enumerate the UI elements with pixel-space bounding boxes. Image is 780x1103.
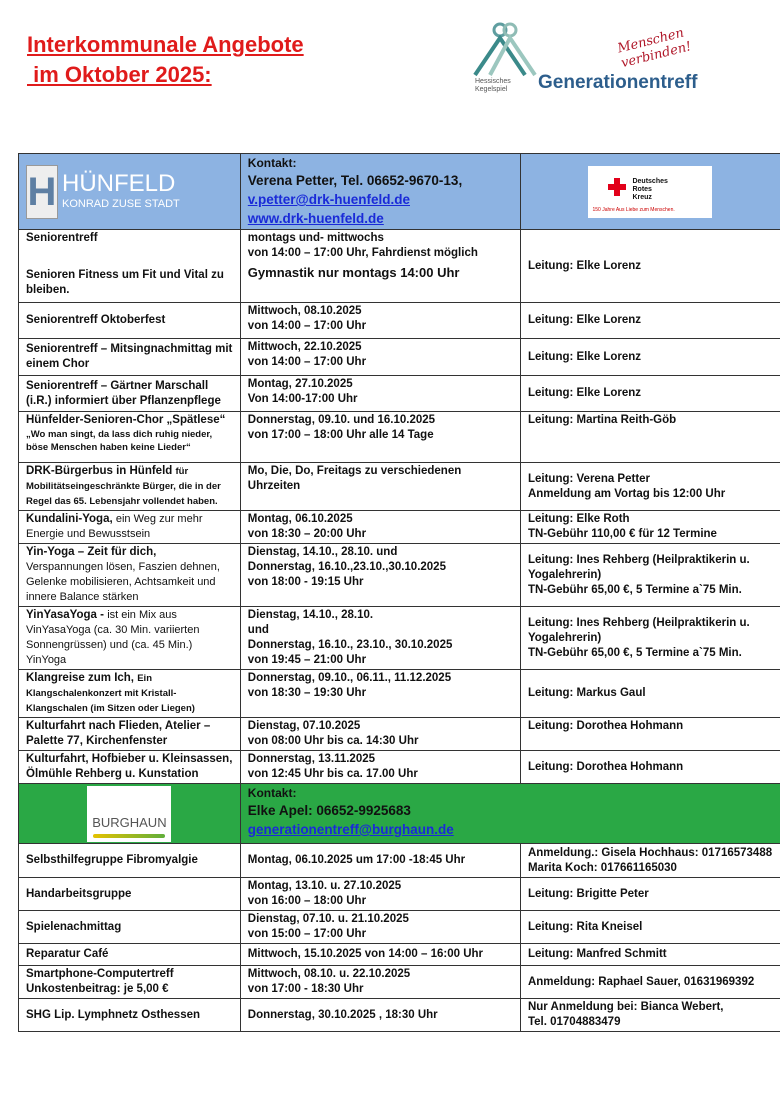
offer-leader: Leitung: Dorothea Hohmann [527,760,684,773]
offer-time-cell [240,844,520,878]
offer-time-cell [240,944,520,966]
offer-title: SHG Lip. Lymphnetz Osthessen [26,1008,201,1021]
offer-title-cell [19,999,241,1032]
offer-leader: TN-Gebühr 110,00 € für 12 Termine [527,528,717,540]
offer-title: Seniorentreff Oktoberfest [26,314,166,326]
offer-leader: Leitung: Elke Lorenz [527,387,642,399]
offer-leader: Leitung: Markus Gaul [527,687,646,699]
offer-description: Senioren Fitness um Fit und Vital zu bleiben. [26,269,224,296]
table-row [19,911,780,944]
offer-time-cell [240,412,520,463]
offer-time: Dienstag, 14.10., 28.10. und [247,546,398,558]
offer-title: Smartphone-Computertreff Unkostenbeitrag: je 5,00 € [26,968,174,995]
offer-time-cell [240,999,520,1032]
offer-time: Montag, 27.10.2025 [247,378,353,390]
table-row [19,751,780,784]
generationentreff-label: Generationentreff [538,72,698,93]
offer-title: Handarbeitsgruppe [26,887,132,900]
offer-leader-cell [520,303,780,339]
offer-time: Mo, Die, Do, Freitags zu verschiedenen Uhrzeiten [247,465,462,492]
huenfeld-header-row [19,154,780,230]
generationentreff-logo [470,18,730,98]
offer-time: Mittwoch, 15.10.2025 von 14:00 – 16:00 Uhr [247,948,484,960]
offer-title-cell [19,966,241,999]
table-row [19,463,780,511]
offer-time-cell [240,376,520,412]
offer-title-cell [19,844,241,878]
offer-title-cell [19,230,241,303]
offer-time: Dienstag, 07.10. u. 21.10.2025 [247,913,409,925]
offer-leader: Leitung: Elke Roth [527,513,630,525]
offer-leader: Leitung: Martina Reith-Göb [527,414,677,426]
offer-leader: Leitung: Elke Lorenz [527,314,642,326]
title-line-2: im Oktober 2025: [27,62,212,87]
table-row [19,878,780,911]
offer-time: Von 14:00-17:00 Uhr [247,393,358,405]
offer-leader: Leitung: Rita Kneisel [527,920,643,933]
offer-title: DRK-Bürgerbus in Hünfeld [26,465,173,477]
burghaun-wave-icon [93,834,165,838]
offer-leader: TN-Gebühr 65,00 €, 5 Termine a`75 Min. [527,583,742,596]
offer-leader-cell [520,670,780,718]
red-cross-icon [608,178,626,196]
offer-leader-cell [520,999,780,1032]
table-row [19,966,780,999]
offer-leader: Leitung: Elke Lorenz [527,259,642,272]
offer-title: Seniorentreff – Gärtner Marschall (i.R.) informiert über Pflanzenpflege [26,379,221,407]
offer-leader: Leitung: Elke Lorenz [527,350,642,363]
offer-leader: TN-Gebühr 65,00 €, 5 Termine a`75 Min. [527,646,742,659]
offer-time-cell [240,718,520,751]
offers-table [18,153,780,1032]
offer-time: von 16:00 – 18:00 Uhr [247,895,367,907]
offer-title: Selbsthilfegruppe Fibromyalgie [26,854,198,866]
drk-logo-cell [520,154,780,230]
offer-time-cell [240,670,520,718]
offer-leader: Anmeldung: Raphael Sauer, 01631969392 [527,975,755,988]
offer-time: Gymnastik nur montags 14:00 Uhr [247,265,460,280]
offer-leader: Leitung: Ines Rehberg (Heilpraktikerin u. Yogalehrerin) [527,553,750,581]
offer-title: Kulturfahrt, Hofbieber u. Kleinsassen, Ölmühle Rehberg u. Kunstation [26,753,233,780]
offer-time: von 18:30 – 19:30 Uhr [247,687,367,699]
offer-time: Donnerstag, 16.10., 23.10., 30.10.2025 [247,639,453,651]
offer-title-cell [19,376,241,412]
offer-leader: Nur Anmeldung bei: Bianca Webert, [527,1001,724,1013]
offer-description: ein Weg zur mehr Energie und Bewusstsein [26,513,203,540]
offer-leader-cell [520,966,780,999]
offer-description: Verspannungen lösen, Faszien dehnen, Gelenke mobilisieren, Achtsamkeit und innere Balance stärken [26,561,220,603]
offer-leader: Leitung: Dorothea Hohmann [527,720,684,732]
offer-title: Reparatur Café [26,948,109,960]
offer-time-cell [240,544,520,607]
offer-time-cell [240,751,520,784]
offer-time: Mittwoch, 22.10.2025 [247,341,362,353]
offer-leader-cell [520,607,780,670]
huenfeld-crest-icon: H [26,165,58,219]
offer-leader-cell [520,544,780,607]
offer-time: von 19:45 – 21:00 Uhr [247,654,367,666]
offer-leader-cell [520,230,780,303]
offer-title: YinYasaYoga - [26,609,104,621]
title-line-1: Interkommunale Angebote [27,32,304,57]
offer-title: Klangreise zum Ich, [26,672,135,684]
offer-title-cell [19,718,241,751]
kegelspiel-figures-icon [470,20,550,80]
offer-time-cell [240,966,520,999]
huenfeld-logo-cell [19,154,241,230]
offer-time: Dienstag, 14.10., 28.10. [247,609,374,621]
offer-description: „Wo man singt, da lass dich ruhig nieder, böse Menschen haben keine Lieder“ [26,429,213,453]
huenfeld-logo-sub: KONRAD ZUSE STADT [62,198,180,210]
offer-title: Spielenachmittag [26,920,122,933]
offer-time: Donnerstag, 13.11.2025 [247,753,376,765]
offer-time: von 12:45 Uhr bis ca. 17.00 Uhr [247,768,418,780]
table-row [19,844,780,878]
offer-time-cell [240,511,520,544]
offer-time: von 14:00 – 17:00 Uhr, Fahrdienst möglich [247,247,478,259]
offer-leader-cell [520,376,780,412]
table-row [19,412,780,463]
offer-title-cell [19,878,241,911]
offer-time: von 15:00 – 17:00 Uhr [247,928,367,940]
offer-time: von 18:30 – 20:00 Uhr [247,528,367,540]
offer-title: Hünfelder-Senioren-Chor „Spätlese“ [26,414,226,426]
offer-leader: Leitung: Manfred Schmitt [527,948,667,960]
offer-time: Montag, 13.10. u. 27.10.2025 [247,880,402,892]
email-link[interactable]: v.petter@drk-huenfeld.de [247,192,410,207]
offer-leader-cell [520,751,780,784]
offer-leader-cell [520,844,780,878]
offer-time: von 18:00 - 19:15 Uhr [247,576,364,588]
offer-time: von 17:00 – 18:00 Uhr alle 14 Tage [247,429,434,441]
offer-title-cell [19,751,241,784]
offer-title: Kundalini-Yoga, [26,513,113,525]
offer-time: Donnerstag, 30.10.2025 , 18:30 Uhr [247,1008,438,1021]
table-row [19,544,780,607]
offer-title: Seniorentreff – Mitsingnachmittag mit einem Chor [26,343,233,370]
offer-title-cell [19,463,241,511]
kegelspiel-label: Hessisches Kegelspiel [475,78,511,93]
offer-time: von 17:00 - 18:30 Uhr [247,983,364,995]
offer-title-cell [19,412,241,463]
offer-time: Donnerstag, 09.10., 06.11., 11.12.2025 [247,672,452,684]
offer-leader-cell [520,339,780,376]
contact-person: Elke Apel: 06652-9925683 [247,803,411,818]
table-row [19,944,780,966]
offer-leader: Leitung: Brigitte Peter [527,887,649,900]
table-row [19,718,780,751]
table-row [19,999,780,1032]
offer-time: Montag, 06.10.2025 [247,513,353,525]
huenfeld-logo-name: HÜNFELD [62,170,176,197]
offer-time: von 14:00 – 17:00 Uhr [247,356,367,368]
offer-description: für Mobilitätseingeschränkte Bürger, die in der Regel das 65. Lebensjahr vollendet haben. [26,466,221,507]
table-row [19,607,780,670]
offer-time-cell [240,878,520,911]
offer-time: Mittwoch, 08.10. u. 22.10.2025 [247,968,411,980]
offer-time: von 14:00 – 17:00 Uhr [247,320,367,332]
offer-leader: Anmeldung am Vortag bis 12:00 Uhr [527,487,726,500]
contact-label: Kontakt: [247,786,297,800]
offer-title-cell [19,303,241,339]
website-link[interactable]: www.drk-huenfeld.de [247,211,384,226]
offer-title-cell [19,670,241,718]
table-row [19,670,780,718]
drk-tagline: 150 Jahre Aus Liebe zum Menschen. [592,206,675,213]
offer-time: montags und- mittwochs [247,232,384,244]
offer-title-cell [19,911,241,944]
burghaun-logo-cell [19,784,241,844]
offer-leader-cell [520,412,780,463]
drk-logo [588,166,712,218]
offer-title-cell [19,944,241,966]
offer-description: Ein Klangschalenkonzert mit Kristall-Klangschalen (im Sitzen oder Liegen) [26,673,195,714]
offer-leader-cell [520,944,780,966]
offer-time-cell [240,911,520,944]
offer-time-cell [240,303,520,339]
table-row [19,376,780,412]
offer-time-cell [240,607,520,670]
offer-title-cell [19,339,241,376]
table-row [19,511,780,544]
slogan: Menschen verbinden! [616,25,693,72]
contact-label: Kontakt: [247,156,297,170]
offer-title-cell [19,544,241,607]
offer-title: Yin-Yoga – Zeit für dich, [26,546,157,558]
offer-leader-cell [520,911,780,944]
table-row [19,303,780,339]
offer-time: Dienstag, 07.10.2025 [247,720,361,732]
offer-time: von 08:00 Uhr bis ca. 14:30 Uhr [247,735,419,747]
burghaun-logo [87,786,171,842]
offer-time-cell [240,463,520,511]
offer-leader: Leitung: Ines Rehberg (Heilpraktikerin u. Yogalehrerin) [527,616,750,644]
offer-time-cell [240,230,520,303]
offer-leader: Leitung: Verena Petter [527,472,651,485]
offer-title-cell [19,607,241,670]
offer-leader: Marita Koch: 017661165030 [527,861,677,874]
offer-title-cell [19,511,241,544]
offer-leader-cell [520,878,780,911]
offer-title: Seniorentreff [26,232,98,244]
offer-leader-cell [520,718,780,751]
offer-leader: Tel. 01704883479 [527,1016,621,1028]
offer-time: Donnerstag, 09.10. und 16.10.2025 [247,414,436,426]
offer-leader-cell [520,511,780,544]
offer-time: und [247,624,269,636]
table-row [19,230,780,303]
burghaun-logo-name: BURGHAUN [92,814,167,830]
offer-leader: Anmeldung.: Gisela Hochhaus: 01716573488 [527,846,773,859]
drk-logo-text: Deutsches Rotes Kreuz [632,177,668,201]
table-row [19,339,780,376]
email-link[interactable]: generationentreff@burghaun.de [247,822,454,837]
offer-time: Montag, 06.10.2025 um 17:00 -18:45 Uhr [247,854,466,866]
offer-title: Kulturfahrt nach Flieden, Atelier – Palette 77, Kirchenfenster [26,720,211,747]
contact-person: Verena Petter, Tel. 06652-9670-13, [247,173,463,188]
page-title [27,30,304,90]
huenfeld-contact [240,154,520,230]
offer-description: ist ein Mix aus VinYasaYoga (ca. 30 Min. variierten Sonnengrüssen) und (ca. 45 Min.) YinYoga [26,609,200,666]
huenfeld-logo [26,165,233,219]
offer-time: Donnerstag, 16.10.,23.10.,30.10.2025 [247,561,446,573]
offer-time: Mittwoch, 08.10.2025 [247,305,362,317]
offer-time-cell [240,339,520,376]
burghaun-contact [240,784,780,844]
burghaun-header-row [19,784,780,844]
offer-leader-cell [520,463,780,511]
